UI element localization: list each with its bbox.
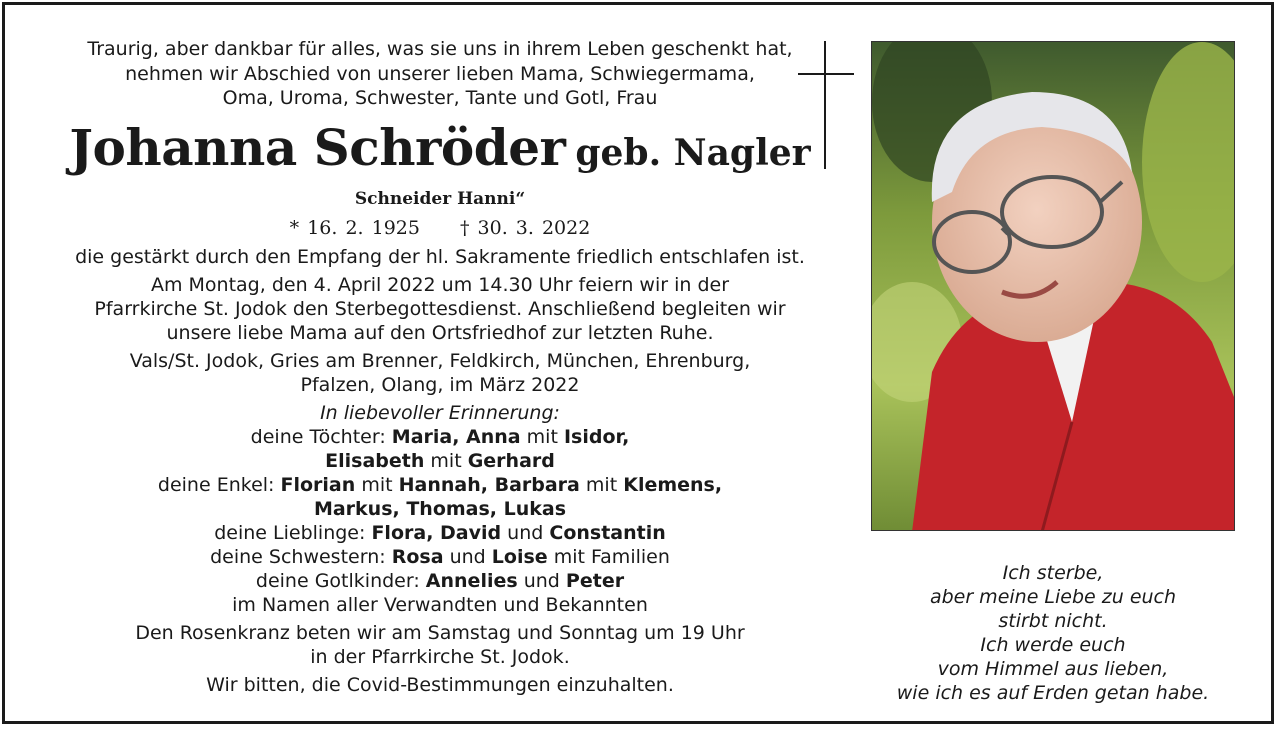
life-dates: [45, 217, 835, 239]
nickname: Schneider Hanni“: [354, 188, 526, 209]
intro-line-2: nehmen wir Abschied von unserer lieben Mama, Schwiegermama,: [125, 62, 755, 85]
daughters-line-2: Elisabeth mit Gerhard: [325, 449, 555, 472]
places-line-1: Vals/St. Jodok, Gries am Brenner, Feldkirch, München, Ehrenburg,: [129, 349, 751, 372]
poem-line-2: aber meine Liebe zu euch: [929, 586, 1177, 608]
obituary-frame: [2, 2, 1274, 724]
poem-line-3: stirbt nicht.: [998, 610, 1108, 632]
poem-line-6: wie ich es auf Erden getan habe.: [896, 682, 1210, 704]
service-line-1: Am Montag, den 4. April 2022 um 14.30 Uhr feiern wir in der: [150, 273, 729, 296]
relatives-line: im Namen aller Verwandten und Bekannten: [232, 593, 648, 616]
portrait-photo: [871, 41, 1235, 531]
covid-note: Wir bitten, die Covid-Bestimmungen einzuhalten.: [206, 673, 674, 696]
poem-line-1: Ich sterbe,: [1002, 562, 1104, 584]
poem: [871, 561, 1235, 705]
deceased-name-line: [45, 119, 835, 189]
favorites-line: deine Lieblinge: Flora, David und Constantin: [214, 521, 666, 544]
grandchildren-line: deine Enkel: Florian mit Hannah, Barbara mit Klemens,: [157, 473, 723, 496]
rosary-line-1: Den Rosenkranz beten wir am Samstag und Sonntag um 19 Uhr: [135, 621, 745, 644]
birth-date: * 16. 2. 1925: [289, 216, 420, 239]
service-line-3: unsere liebe Mama auf den Ortsfriedhof zur letzten Ruhe.: [166, 321, 714, 344]
cross-icon: [798, 41, 854, 169]
maiden-name: geb. Nagler: [575, 131, 811, 174]
rosary-line-2: in der Pfarrkirche St. Jodok.: [310, 645, 570, 668]
obituary-text-column: [45, 37, 835, 701]
deceased-name: Johanna Schröder: [69, 117, 566, 177]
poem-line-5: vom Himmel aus lieben,: [937, 658, 1169, 680]
intro-line-3: Oma, Uroma, Schwester, Tante und Gotl, Frau: [222, 87, 658, 109]
places-line-2: Pfalzen, Olang, im März 2022: [300, 373, 580, 396]
sisters-line: deine Schwestern: Rosa und Loise mit Familien: [210, 545, 670, 568]
family-list: [45, 425, 835, 617]
daughters-line: deine Töchter: Maria, Anna mit Isidor,: [250, 425, 630, 448]
memory-heading: In liebevoller Erinnerung:: [320, 401, 560, 424]
sacraments-text: die gestärkt durch den Empfang der hl. Sakramente friedlich entschlafen ist.: [75, 245, 805, 268]
grandchildren-line-2: Markus, Thomas, Lukas: [313, 497, 567, 520]
godchildren-line: deine Gotlkinder: Annelies und Peter: [255, 569, 625, 592]
death-date: † 30. 3. 2022: [460, 216, 591, 239]
intro-line-1: Traurig, aber dankbar für alles, was sie uns in ihrem Leben geschenkt hat,: [87, 38, 793, 60]
service-line-2: Pfarrkirche St. Jodok den Sterbegottesdienst. Anschließend begleiten wir: [94, 297, 786, 320]
poem-line-4: Ich werde euch: [980, 634, 1126, 656]
portrait-illustration: [872, 42, 1235, 531]
